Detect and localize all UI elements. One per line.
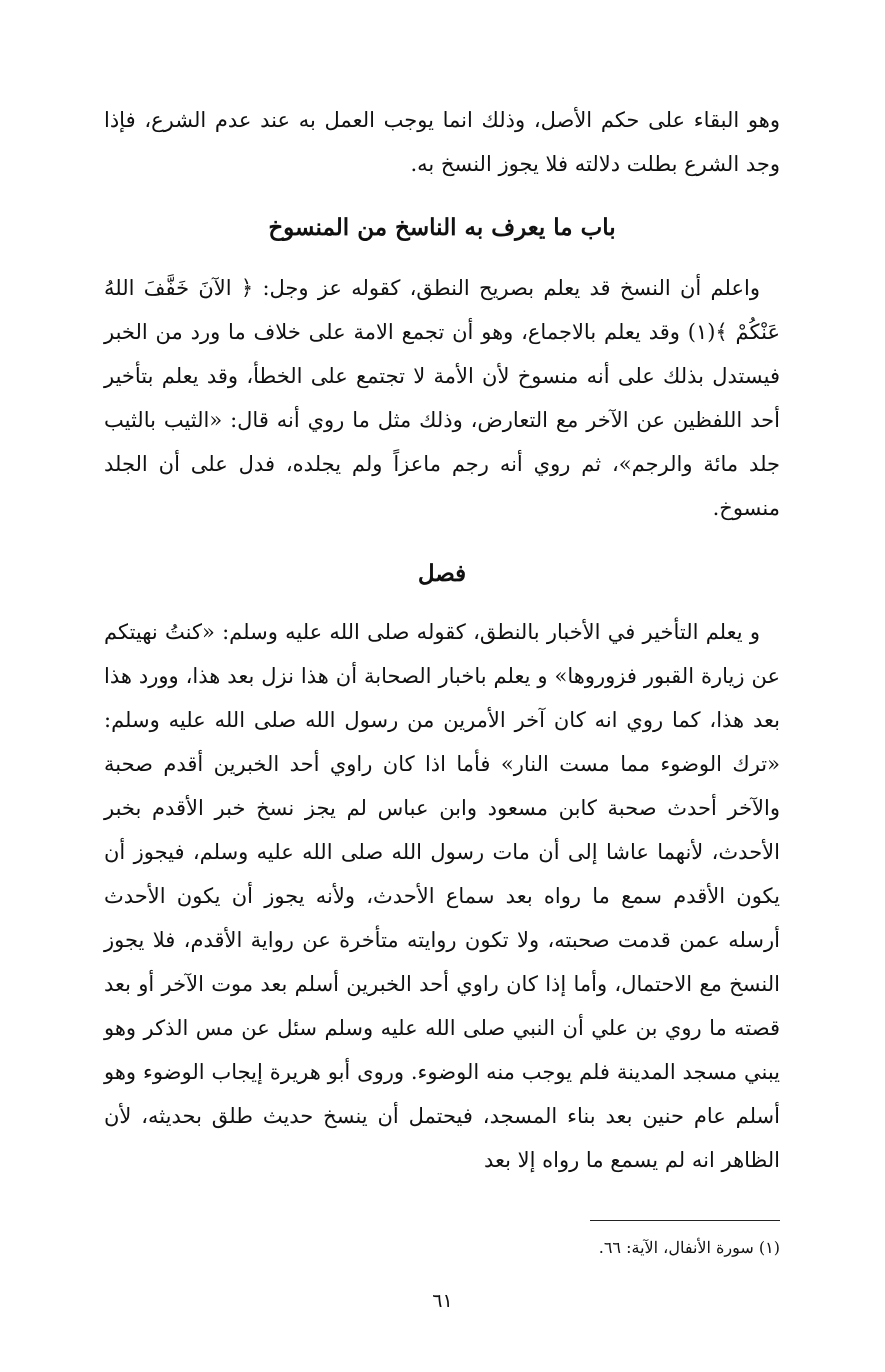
section1-paragraph: واعلم أن النسخ قد يعلم بصريح النطق، كقوله عز وجل: ﴿ الآنَ خَفَّفَ اللهُ عَنْكُمْ ﴾(١) وقد يعلم بالاجماع، وهو أن تجمع الامة على خلاف ما ورد من الخبر فيستدل بذلك على أنه منسوخ لأن الأمة لا تجتمع على الخطأ، وقد يعلم بتأخير أحد اللفظين عن الآخر مع التعارض، وذلك مثل ما روي أنه قال: «الثيب بالثيب جلد مائة والرجم»، ثم روي أنه رجم ماعزاً ولم يجلده، فدل على أن الجلد منسوخ. <box>104 276 780 520</box>
page-number: ٦١ <box>432 1290 453 1312</box>
section2-paragraph-block <box>104 610 780 1182</box>
intro-paragraph: وهو البقاء على حكم الأصل، وذلك انما يوجب العمل به عند عدم الشرع، فإذا وجد الشرع بطلت دلالته فلا يجوز النسخ به. <box>104 108 780 176</box>
footnote: (١) سورة الأنفال، الآية: ٦٦. <box>598 1238 780 1257</box>
section-heading-naskh: باب ما يعرف به الناسخ من المنسوخ <box>268 214 616 241</box>
section1-paragraph-block <box>104 266 780 530</box>
footnote-divider <box>590 1220 780 1221</box>
intro-paragraph-block <box>104 98 780 186</box>
section-heading-fasl: فصل <box>417 560 467 587</box>
section2-paragraph: و يعلم التأخير في الأخبار بالنطق، كقوله صلى الله عليه وسلم: «كنتُ نهيتكم عن زيارة القبور فزوروها» و يعلم باخبار الصحابة أن هذا نزل بعد هذا، وورد هذا بعد هذا، كما روي انه كان آخر الأمرين من رسول الله صلى الله عليه وسلم: «ترك الوضوء مما مست النار» فأما اذا كان راوي أحد الخبرين أقدم صحبة والآخر أحدث صحبة كابن مسعود وابن عباس لم يجز نسخ خبر الأقدم بخبر الأحدث، لأنهما عاشا إلى أن مات رسول الله صلى الله عليه وسلم، فيجوز أن يكون الأقدم سمع ما رواه بعد سماع الأحدث، ولأنه يجوز أن يكون الأحدث أرسله عمن قدمت صحبته، ولا تكون روايته متأخرة عن رواية الأقدم، فلا يجوز النسخ مع الاحتمال، وأما إذا كان راوي أحد الخبرين أسلم بعد موت الآخر أو بعد قصته ما روي بن علي أن النبي صلى الله عليه وسلم سئل عن مس الذكر وهو يبني مسجد المدينة فلم يوجب منه الوضوء. وروى أبو هريرة إيجاب الوضوء وهو أسلم عام حنين بعد بناء المسجد، فيحتمل أن ينسخ حديث طلق بحديثه، لأن الظاهر انه لم يسمع ما رواه إلا بعد <box>104 620 780 1172</box>
